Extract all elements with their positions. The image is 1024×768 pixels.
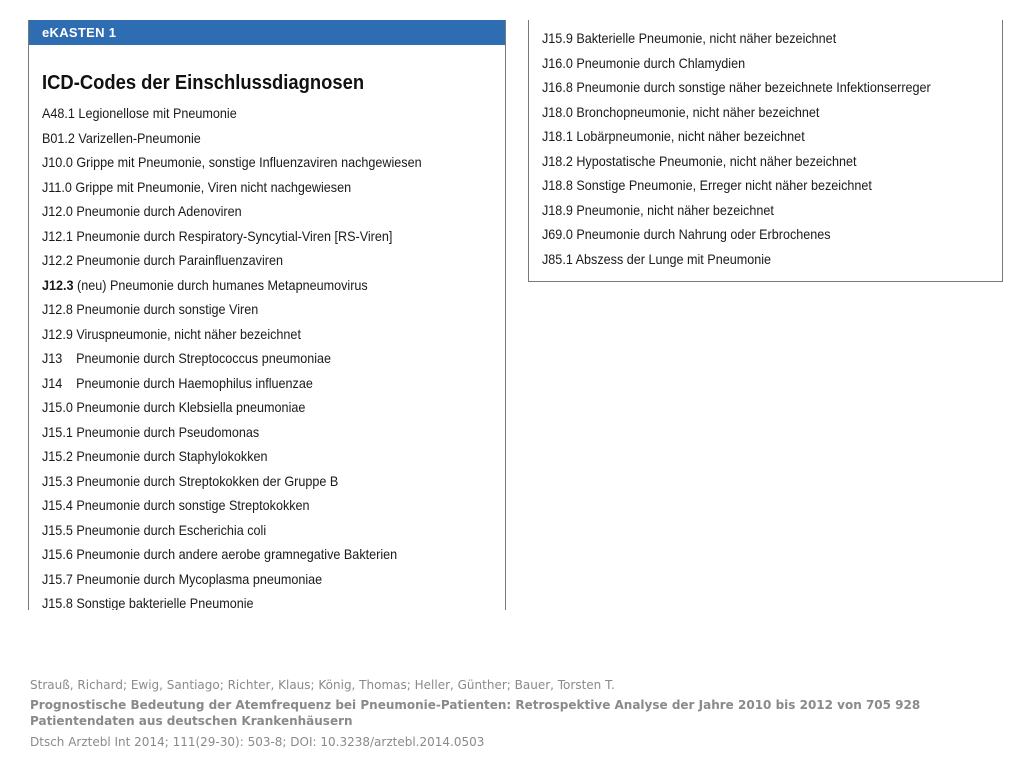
icd-description: Grippe mit Pneumonie, Viren nicht nachgewiesen bbox=[75, 178, 352, 195]
icd-code: J12.9 bbox=[42, 325, 73, 342]
icd-item bbox=[542, 100, 931, 125]
icd-description: Grippe mit Pneumonie, sonstige Influenzaviren nachgewiesen bbox=[76, 154, 422, 170]
icd-description: Legionellose mit Pneumonie bbox=[78, 105, 237, 121]
icd-description: Pneumonie durch Streptokokken der Gruppe B bbox=[76, 472, 339, 489]
icd-code: J15.1 bbox=[42, 423, 73, 440]
icd-description: Sonstige Pneumonie, Erreger nicht näher bezeichnet bbox=[576, 177, 872, 193]
icd-item bbox=[42, 469, 422, 494]
icd-item bbox=[42, 126, 422, 151]
icd-item bbox=[42, 273, 422, 298]
icd-item bbox=[42, 420, 422, 445]
icd-item bbox=[42, 199, 422, 224]
icd-code: J15.7 bbox=[42, 570, 73, 587]
icd-description: Pneumonie durch sonstige näher bezeichnete Infektionserreger bbox=[576, 79, 931, 95]
icd-description: Hypostatische Pneumonie, nicht näher bezeichnet bbox=[576, 152, 857, 169]
icd-description: Pneumonie durch sonstige Viren bbox=[76, 301, 259, 317]
icd-description: Pneumonie durch Mycoplasma pneumoniae bbox=[76, 570, 323, 587]
icd-description: Pneumonie durch Staphylokokken bbox=[76, 448, 268, 464]
icd-code: J15.2 bbox=[42, 448, 73, 464]
icd-item bbox=[42, 518, 422, 543]
icd-code: J12.8 bbox=[42, 301, 73, 317]
icd-item bbox=[542, 124, 931, 149]
icd-description: Sonstige bakterielle Pneumonie bbox=[76, 595, 254, 610]
icd-code: J16.8 bbox=[542, 79, 573, 95]
icd-code: J15.6 bbox=[42, 546, 73, 562]
icd-item bbox=[42, 444, 422, 469]
icd-item bbox=[42, 248, 422, 273]
citation-source: Dtsch Arztebl Int 2014; 111(29-30): 503-8; DOI: 10.3238/arztebl.2014.0503 bbox=[30, 735, 485, 749]
icd-item bbox=[542, 51, 931, 76]
box-header: eKASTEN 1 bbox=[29, 20, 505, 45]
icd-item bbox=[542, 149, 931, 174]
icd-description: Bakterielle Pneumonie, nicht näher bezeichnet bbox=[576, 30, 837, 46]
icd-description: Abszess der Lunge mit Pneumonie bbox=[575, 250, 772, 267]
icd-code: J15.8 bbox=[42, 595, 73, 610]
icd-code: J15.3 bbox=[42, 472, 73, 489]
icd-description: Pneumonie durch Parainfluenzaviren bbox=[76, 252, 283, 268]
icd-description: (neu) Pneumonie durch humanes Metapneumovirus bbox=[77, 276, 368, 293]
icd-item bbox=[542, 75, 931, 100]
icd-item bbox=[42, 322, 422, 347]
icd-description: Bronchopneumonie, nicht näher bezeichnet bbox=[576, 103, 820, 120]
icd-item bbox=[42, 150, 422, 175]
icd-description: Pneumonie durch Haemophilus influenzae bbox=[76, 374, 313, 391]
icd-code: B01.2 bbox=[42, 129, 75, 146]
citation-title: Prognostische Bedeutung der Atemfrequenz bei Pneumonie-Patienten: Retrospektive Analyse der Jahre 2010 bis 2012 von 705 928 Patientendaten aus deutschen Krankenhäusern bbox=[30, 698, 921, 728]
icd-code: J18.8 bbox=[542, 177, 573, 193]
icd-description: Lobärpneumonie, nicht näher bezeichnet bbox=[576, 128, 805, 144]
icd-code: J85.1 bbox=[542, 250, 573, 267]
icd-item bbox=[42, 542, 422, 567]
icd-item bbox=[42, 591, 422, 610]
box-title: ICD-Codes der Einschlussdiagnosen bbox=[42, 72, 365, 94]
icd-list-left bbox=[42, 101, 464, 610]
icd-item bbox=[42, 493, 422, 518]
icd-description: Pneumonie durch Pseudomonas bbox=[76, 423, 260, 440]
icd-code: J12.2 bbox=[42, 252, 73, 268]
icd-description: Viruspneumonie, nicht näher bezeichnet bbox=[76, 325, 301, 342]
icd-code: J16.0 bbox=[542, 54, 573, 71]
icd-item bbox=[542, 247, 931, 272]
icd-item bbox=[542, 26, 931, 51]
icd-code: J18.1 bbox=[542, 128, 573, 144]
icd-item bbox=[42, 346, 422, 371]
icd-item bbox=[42, 101, 422, 126]
icd-code: J18.9 bbox=[542, 201, 573, 218]
icd-code: J10.0 bbox=[42, 154, 73, 170]
citation bbox=[30, 677, 1005, 750]
icd-description: Pneumonie durch Chlamydien bbox=[576, 54, 746, 71]
icd-code: J18.2 bbox=[542, 152, 573, 169]
ekasten-box-right bbox=[528, 20, 1003, 282]
icd-code: J15.4 bbox=[42, 497, 73, 513]
icd-description: Pneumonie durch Nahrung oder Erbrochenes bbox=[576, 226, 831, 242]
icd-description: Pneumonie durch Streptococcus pneumoniae bbox=[76, 350, 332, 366]
icd-description: Pneumonie durch Klebsiella pneumoniae bbox=[76, 399, 306, 415]
icd-description: Varizellen-Pneumonie bbox=[78, 129, 201, 146]
icd-description: Pneumonie durch sonstige Streptokokken bbox=[76, 497, 310, 513]
icd-item bbox=[42, 175, 422, 200]
ekasten-box-left bbox=[28, 20, 506, 610]
icd-description: Pneumonie durch Adenoviren bbox=[76, 203, 242, 219]
icd-item bbox=[542, 173, 931, 198]
icd-code: A48.1 bbox=[42, 105, 75, 121]
icd-item bbox=[542, 222, 931, 247]
icd-code: J11.0 bbox=[42, 178, 72, 195]
icd-item bbox=[42, 567, 422, 592]
icd-list-right bbox=[542, 26, 974, 271]
icd-code: J18.0 bbox=[542, 103, 573, 120]
icd-item bbox=[542, 198, 931, 223]
icd-description: Pneumonie durch andere aerobe gramnegative Bakterien bbox=[76, 546, 398, 562]
icd-description: Pneumonie, nicht näher bezeichnet bbox=[576, 201, 774, 218]
icd-item bbox=[42, 297, 422, 322]
icd-description: Pneumonie durch Escherichia coli bbox=[76, 521, 267, 538]
icd-code: J15.9 bbox=[542, 30, 573, 46]
icd-code: J12.0 bbox=[42, 203, 73, 219]
icd-code: J12.1 bbox=[42, 227, 73, 244]
icd-code: J13 bbox=[42, 350, 63, 366]
icd-item bbox=[42, 224, 422, 249]
icd-code: J15.5 bbox=[42, 521, 73, 538]
icd-code: J15.0 bbox=[42, 399, 73, 415]
icd-code: J69.0 bbox=[542, 226, 573, 242]
icd-item bbox=[42, 395, 422, 420]
icd-item bbox=[42, 371, 422, 396]
icd-code: J12.3 bbox=[42, 276, 74, 293]
citation-authors: Strauß, Richard; Ewig, Santiago; Richter, Klaus; König, Thomas; Heller, Günther; Bauer, Torsten T. bbox=[30, 678, 615, 692]
icd-code: J14 bbox=[42, 374, 63, 391]
icd-description: Pneumonie durch Respiratory-Syncytial-Viren [RS-Viren] bbox=[76, 227, 393, 244]
